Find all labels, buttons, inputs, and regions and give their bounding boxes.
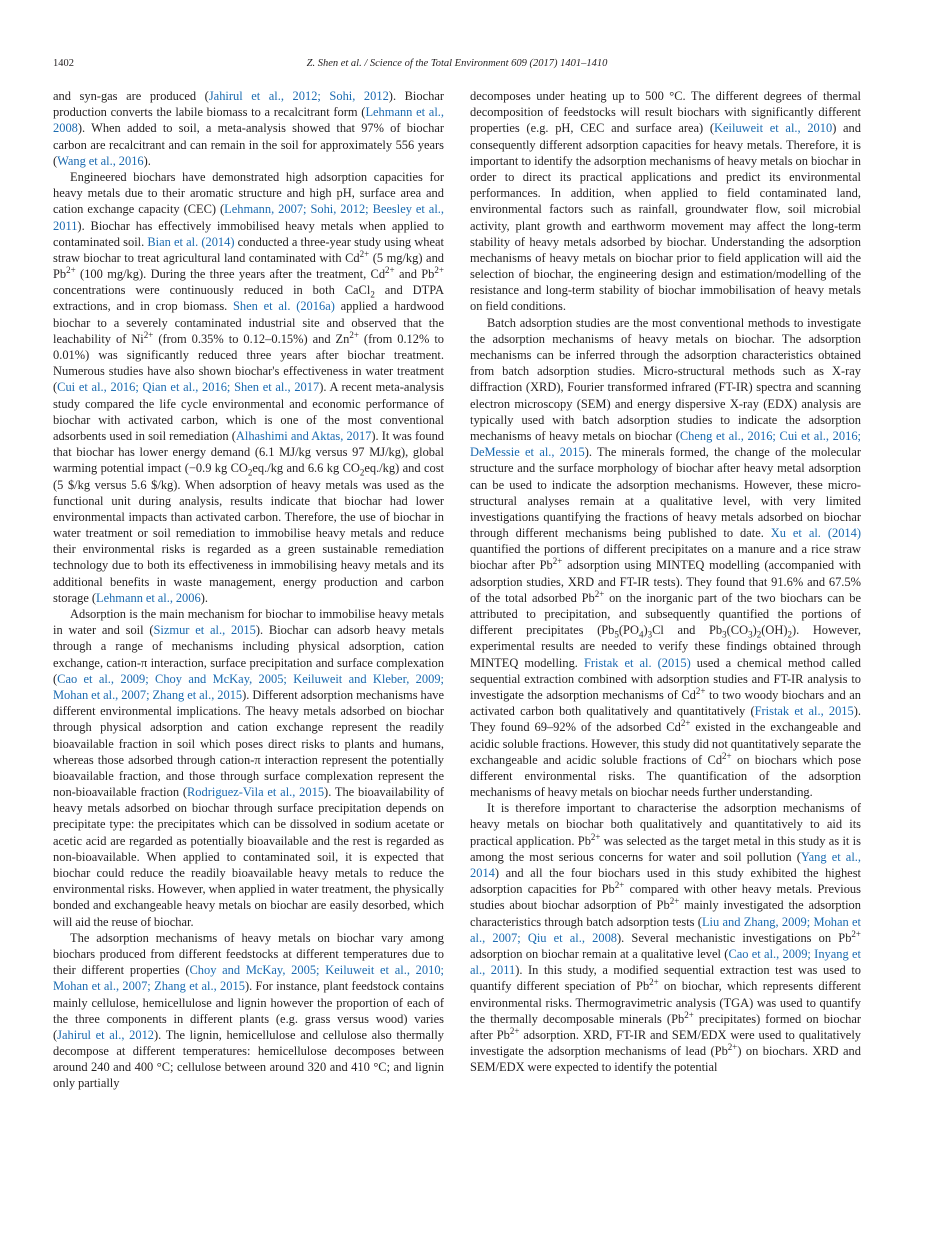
- text-run: (OH): [761, 623, 788, 638]
- text-run: The adsorption mechanisms of heavy metals on biochar vary among biochars produced from different feedstocks at different temperatures due to their different properties (: [53, 930, 444, 978]
- paragraph: [53, 930, 444, 1092]
- text-run: ): [752, 623, 757, 638]
- text-run: Cl and Pb: [652, 623, 723, 638]
- paragraph: [53, 606, 444, 930]
- citation-link[interactable]: Cao et al., 2009; Choy and McKay, 2005; Keiluweit and Kleber, 2009; Mohan et al., 2007; Zhang et al., 2015: [53, 671, 444, 702]
- text-run: Engineered biochars have demonstrated high adsorption capacities for heavy metals due to their aromatic structure and high pH, surface area and cation exchange capacity (CEC) (: [53, 169, 444, 217]
- citation-link[interactable]: Cui et al., 2016; Qian et al., 2016; Shen et al., 2017: [57, 380, 320, 395]
- text-run: ).: [200, 590, 208, 605]
- paragraph: [470, 88, 861, 315]
- superscript: 2+: [434, 264, 444, 275]
- superscript: 2+: [385, 264, 395, 275]
- text-run: existed in the exchangeable and acidic soluble fractions. However, this study did not quantitatively separate the exchangeable and acidic soluble fractions of Cd: [470, 720, 861, 767]
- citation-link[interactable]: Shen et al. (2016a): [233, 299, 335, 314]
- citation-link[interactable]: Cheng et al., 2016; Cui et al., 2016; DeMessie et al., 2015: [470, 428, 862, 460]
- citation-link[interactable]: Bian et al. (2014): [147, 234, 235, 249]
- subscript: 2: [359, 467, 365, 478]
- text-run: (100 mg/kg). During the three years after the treatment, Cd: [75, 267, 386, 282]
- text-run: ). They found 69–92% of the adsorbed Cd: [470, 704, 862, 735]
- text-run: ): [643, 623, 648, 638]
- text-run: was selected as the target metal in this study as it is among the most serious concerns for water and soil pollution (: [470, 833, 861, 864]
- text-run: compared with other heavy metals. Previous studies about biochar adsorption of Pb: [470, 882, 861, 913]
- text-run: precipitates) formed on biochar after Pb: [470, 1011, 862, 1042]
- subscript: 2: [787, 629, 792, 640]
- text-run: adsorption. XRD, FT-IR and SEM/EDX were used to qualitatively investigate the adsorption mechanisms of lead (Pb: [470, 1027, 861, 1059]
- text-run: applied a hardwood biochar to a severely contaminated industrial site and observed that the leachability of Ni: [53, 299, 444, 346]
- text-run: ). Biochar can adsorb heavy metals through a range of mechanisms including physical adsorption, cation exchange, cation-π interaction, surface precipitation and surface complexation (: [53, 623, 444, 686]
- text-run: ). In this study, a modified sequential extraction test was used to quantify different speciation of Pb: [470, 963, 861, 994]
- text-run: ). Biochar production converts the labile biomass to a recalcitrant form (: [53, 89, 444, 120]
- text-run: ). Biochar has effectively immobilised heavy metals when applied to contaminated soil.: [53, 218, 444, 249]
- citation-link[interactable]: Lehmann, 2007; Sohi, 2012; Beesley et al., 2011: [53, 202, 444, 233]
- text-run: ). The lignin, hemicellulose and cellulose also thermally decompose at different temperatures: hemicellulose decomposes between around 240 and 400 °C; cellulose between around 320 and 410 °C; and lignin only partially: [53, 1027, 445, 1091]
- text-run: ). When added to soil, a meta-analysis showed that 97% of biochar carbon are recalcitrant and can remain in the soil for approximately 556 years (: [53, 121, 444, 168]
- citation-link[interactable]: Lehmann et al., 2006: [95, 590, 201, 605]
- citation-link[interactable]: Xu et al. (2014): [770, 526, 861, 541]
- superscript: 2+: [143, 329, 154, 340]
- superscript: 2+: [669, 896, 680, 907]
- superscript: 2+: [359, 248, 370, 259]
- paragraph: [53, 169, 444, 606]
- superscript: 2+: [722, 750, 732, 761]
- right-column: [470, 88, 861, 1075]
- citation-link[interactable]: Fristak et al., 2015: [754, 704, 854, 719]
- subscript: 2: [756, 629, 762, 640]
- superscript: 2+: [590, 831, 601, 842]
- citation-link[interactable]: Rodriguez-Vila et al., 2015: [186, 785, 325, 800]
- subscript: 3: [748, 629, 753, 640]
- text-run: ).: [143, 153, 151, 168]
- citation-link[interactable]: Wang et al., 2016: [57, 153, 144, 168]
- citation-link[interactable]: Jahirul et al., 2012; Sohi, 2012: [208, 89, 389, 103]
- text-run: (CO: [726, 623, 749, 638]
- citation-link[interactable]: Lehmann et al., 2008: [53, 105, 444, 136]
- text-run: to two woody biochars and an activated carbon both qualitatively and quantitatively (: [470, 687, 861, 719]
- superscript: 2+: [684, 1009, 694, 1020]
- text-run: on the inorganic part of the two biochars can be attributed to precipitation, and subsequently quantified the portions of different precipitates (Pb: [470, 590, 861, 638]
- superscript: 2+: [727, 1041, 738, 1052]
- text-run: ) and consequently different adsorption capacities for heavy metals. Therefore, it is important to identify the adsorption mechanisms of heavy metals on biochar in order to direct its practical applications and predict its environmental performances. In addition, when applied to field contaminated land, environmental factors such as rainfall, groundwater flow, soil microbial activity, plant growth and earthworm movement may affect the long-term stability of heavy metals adsorbed by biochar. Understanding the adsorption mechanisms of heavy metals on biochar prior to field application will aid the selection of biochar, the engineering design and estimation/modelling of the resistance and long-term stability of biochar immobilisation of heavy metals on field conditions.: [470, 121, 861, 314]
- left-column: [53, 88, 444, 1092]
- superscript: 2+: [594, 588, 605, 599]
- superscript: 2+: [695, 685, 706, 696]
- text-run: ). The minerals formed, the change of the molecular structure and the surface morphology of biochar after heavy metal adsorption can be used to indicate the adsorption mechanisms. However, these micro-structural analyses remain at a qualitative level, with very limited investigations quantifying the fractions of heavy metals adsorbed on biochar through different mechanisms being published to date.: [470, 445, 861, 541]
- subscript: 2: [247, 467, 253, 478]
- text-run: Adsorption is the main mechanism for biochar to immobilise heavy metals in water and soil (: [53, 607, 444, 638]
- superscript: 2+: [614, 880, 625, 891]
- superscript: 2+: [349, 329, 359, 340]
- text-run: used a chemical method called sequential extraction combined with adsorption studies and FT-IR analysis to investigate the adsorption mechanisms of Cd: [470, 655, 862, 702]
- citation-link[interactable]: Yang et al., 2014: [470, 849, 861, 880]
- text-run: decomposes under heating up to 500 °C. The different degrees of thermal decomposition of feedstocks will result biochars with significantly different properties (e.g. pH, CEC and surface area) (: [470, 89, 861, 136]
- text-run: and syn-gas are produced (: [53, 89, 209, 103]
- text-run: ) and all the four biochars used in this study exhibited the highest adsorption capacities for Pb: [470, 866, 861, 897]
- text-run: ). For instance, plant feedstock contains mainly cellulose, hemicellulose and lignin however the proportion of each of the three components in different plants (e.g. grass versus wood) varies (: [53, 979, 444, 1042]
- running-header: [53, 58, 861, 74]
- subscript: 4: [638, 629, 644, 640]
- text-run: (PO: [618, 623, 639, 638]
- text-run: mainly investigated the adsorption characteristics through batch adsorption tests (: [470, 898, 861, 929]
- text-run: Batch adsorption studies are the most conventional methods to investigate the adsorption mechanisms of heavy metals on biochar. The adsorption mechanisms can be inferred through the adsorption characteristics obtained from batch adsorption studies. Micro-structural methods such as X-ray diffraction (XRD), Fourier transformed infrared (FT-IR) spectra and scanning electron microscopy (SEM) and energy dispersive X-ray (EDX) analysis are typically used with batch adsorption studies to indicate the adsorption mechanisms of heavy metals on biochar (: [470, 315, 861, 443]
- text-run: conducted a three-year study using wheat straw biochar to treat agricultural land contaminated with Cd: [53, 234, 444, 265]
- text-run: adsorption on biochar remain at a qualitative level (: [470, 946, 729, 961]
- citation-link[interactable]: Sizmur et al., 2015: [153, 623, 256, 638]
- subscript: 5: [614, 629, 619, 640]
- text-run: (5 mg/kg) and Pb: [53, 250, 445, 282]
- text-run: It is therefore important to characterise the adsorption mechanisms of heavy metals on biochar both qualitatively and quantitatively to aid its practical application. Pb: [470, 801, 861, 848]
- citation-link[interactable]: Alhashimi and Aktas, 2017: [235, 428, 372, 443]
- text-run: ). However, experimental results are needed to verify these findings obtained through MINTEQ modelling.: [470, 623, 862, 670]
- text-run: adsorption using MINTEQ modelling (accompanied with adsorption studies, XRD and FT-IR tests). They found that 91.6% and 67.5% of the total adsorbed Pb: [470, 558, 861, 605]
- text-run: on biochar, which represents different environmental risks. Thermogravimetric analysis (TGA) was used to quantify the thermally decomposable minerals (Pb: [470, 979, 861, 1026]
- citation-link[interactable]: Choy and McKay, 2005; Keiluweit et al., 2010; Mohan et al., 2007; Zhang et al., 2015: [53, 963, 444, 994]
- subscript: 3: [647, 629, 653, 640]
- superscript: 2+: [552, 556, 563, 567]
- text-run: ). Different adsorption mechanisms have different environmental implications. The heavy metals adsorbed on biochar through physical adsorption and cation exchange represent the readily bioavailable fraction in soil which poses direct risks to plants and humans, whereas those adsorbed through cation-π interaction represent the potentially bioavailable fraction, and those through surface complexation represent the non-bioavailable fraction (: [53, 687, 444, 800]
- paragraph: [470, 800, 861, 1075]
- text-run: ). A recent meta-analysis study compared the life cycle environmental and economic performance of biochar with activated carbon, which is one of the most conventional adsorbents used in soil remediation (: [53, 380, 444, 443]
- text-run: (from 0.12% to 0.01%) was significantly reduced three years after biochar treatment. Numerous studies have also shown biochar's effectiveness in water treatment (: [53, 331, 445, 395]
- text-run: on biochars which pose different environmental risks. The quantification of the adsorption mechanisms of heavy metals on biochar needs further understanding.: [470, 752, 861, 800]
- text-run: quantified the portions of different precipitates on a manure and a rice straw biochar after Pb: [470, 542, 861, 573]
- citation-link[interactable]: Cao et al., 2009; Inyang et al., 2011: [470, 946, 861, 978]
- superscript: 2+: [680, 718, 691, 729]
- text-run: concentrations were continuously reduced in both CaCl: [53, 283, 371, 298]
- page-number: 1402: [53, 58, 74, 69]
- citation-link[interactable]: Keiluweit et al., 2010: [714, 121, 833, 136]
- paragraph: [470, 315, 861, 801]
- citation-link[interactable]: Liu and Zhang, 2009; Mohan et al., 2007; Qiu et al., 2008: [470, 914, 862, 945]
- text-run: eq./kg) and cost (5 $/kg versus 5.6 $/kg). When adsorption of heavy metals was used as the functional unit during analysis, results indicate that biochar had lower environmental impacts than activated carbon. Therefore, the use of biochar in water treatment or soil remediation to immobilise heavy metals and reduce their environmental risks is regarded as a green sustainable remediation technology due to both its effectiveness in immobilising heavy metals and its additional benefits in waste management, energy production and carbon storage (: [53, 461, 444, 605]
- superscript: 2+: [649, 977, 659, 988]
- citation-link[interactable]: Fristak et al. (2015): [583, 655, 691, 670]
- superscript: 2+: [66, 264, 76, 275]
- text-run: and Pb: [394, 267, 435, 282]
- superscript: 2+: [851, 928, 861, 939]
- text-run: eq./kg and 6.6 kg CO: [252, 461, 360, 476]
- subscript: 2: [370, 289, 375, 300]
- subscript: 3: [722, 629, 727, 640]
- text-run: ) on biochars. XRD and SEM/EDX were expected to identify the potential: [470, 1044, 861, 1075]
- paragraph: [53, 88, 444, 169]
- running-title: Z. Shen et al. / Science of the Total Environment 609 (2017) 1401–1410: [306, 58, 608, 69]
- superscript: 2+: [509, 1025, 520, 1036]
- citation-link[interactable]: Jahirul et al., 2012: [57, 1027, 155, 1042]
- text-run: ). It was found that biochar has lower energy demand (6.1 MJ/kg versus 97 MJ/kg), global warming potential impact (−0.9 kg CO: [53, 428, 445, 476]
- text-run: (from 0.35% to 0.12–0.15%) and Zn: [153, 331, 350, 346]
- text-run: ). Several mechanistic investigations on Pb: [617, 930, 852, 945]
- text-run: and DTPA extractions, and in crop biomass.: [53, 283, 444, 314]
- text-run: ). The bioavailability of heavy metals adsorbed on biochar through surface precipitation depends on precipitate type: the precipitates which can be dissolved in sodium acetate or acetic acid are regarded as potentially bioavailable and the rest is regarded as non-bioavailable. When applied to contaminated soil, it is expected that biochar could reduce the readily bioavailable heavy metals to reduce the environmental risks. However, when applied in water treatment, the physically bonded and exchangeable heavy metals on biochar are easily desorbed, which will aid the reuse of biochar.: [53, 785, 445, 929]
